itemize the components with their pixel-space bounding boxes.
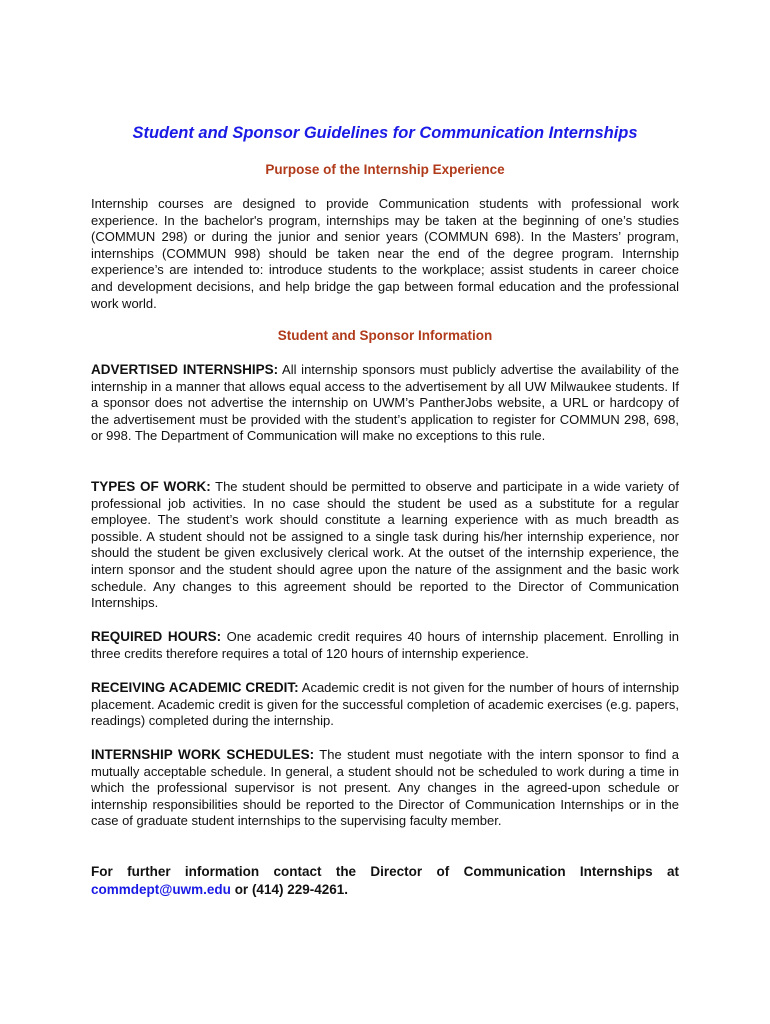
purpose-paragraph: Internship courses are designed to provide Communication students with professional work experience. In the bachelor's program, internships may be taken at the beginning of one’s studies (COMMUN 298) or during the junior and senior years (COMMUN 698). In the Masters’ program, internships (COMMUN 998) should be taken near the end of the degree program. Internship experience’s are intended to: introduce students to the workplace; assist students in career choice and development decisions, and help bridge the gap between formal education and the professional work world. — [91, 196, 679, 311]
types-of-work-text: The student should be permitted to observe and participate in a wide variety of professional job activities. In no case should the student be used as a substitute for a regular employee. The student’s work should constitute a learning experience with as much breadth as possible. A student should not be assigned to a single task during his/her internship experience, nor should the student be given exclusively clerical work. At the outset of the internship experience, the intern sponsor and the student should agree upon the nature of the assignment and the basic work schedule. Any changes to this agreement should be reported to the Director of Communication Internships. — [91, 479, 680, 611]
required-hours-text: One academic credit requires 40 hours of internship placement. Enrolling in three credits therefore requires a total of 120 hours of internship experience. — [91, 629, 679, 661]
academic-credit-text: Academic credit is not given for the number of hours of internship placement. Academic credit is given for the successful completion of academic exercises (e.g. papers, readings) completed during the internship. — [91, 680, 680, 729]
work-schedules-text: The student must negotiate with the intern sponsor to find a mutually acceptable schedule. In general, a student should not be scheduled to work during a time in which the professional supervisor is not present. Any changes in the agreed-upon schedule or internship responsibilities should be reported to the Director of Communication Internships or in the case of graduate student internships to the supervising faculty member. — [91, 747, 680, 829]
contact-email-link[interactable]: commdept@uwm.edu — [91, 882, 231, 897]
advertised-internships-paragraph — [91, 362, 679, 445]
contact-phone: or (414) 229-4261. — [230, 882, 349, 897]
work-schedules-label: INTERNSHIP WORK SCHEDULES: — [91, 747, 315, 762]
required-hours-paragraph — [91, 629, 679, 662]
types-of-work-paragraph — [91, 479, 679, 612]
advertised-internships-label: ADVERTISED INTERNSHIPS: — [91, 362, 279, 377]
info-heading: Student and Sponsor Information — [277, 328, 493, 343]
contact-paragraph — [91, 863, 679, 899]
required-hours-label: REQUIRED HOURS: — [91, 629, 222, 644]
academic-credit-paragraph — [91, 680, 679, 730]
contact-text: For further information contact the Director of Communication Internships at — [91, 864, 679, 879]
academic-credit-label: RECEIVING ACADEMIC CREDIT: — [91, 680, 299, 695]
advertised-internships-text: All internship sponsors must publicly advertise the availability of the internship in a manner that allows equal access to the advertisement by all UW Milwaukee students. If a sponsor does not advertise the internship on UWM’s PantherJobs website, a URL or hardcopy of the advertisement must be provided with the student’s application to register for COMMUN 298, 698, or 998. The Department of Communication will make no exceptions to this rule. — [91, 362, 679, 444]
document-title: Student and Sponsor Guidelines for Communication Internships — [132, 124, 638, 142]
types-of-work-label: TYPES OF WORK: — [91, 479, 211, 494]
purpose-heading: Purpose of the Internship Experience — [265, 162, 505, 177]
work-schedules-paragraph — [91, 747, 679, 830]
